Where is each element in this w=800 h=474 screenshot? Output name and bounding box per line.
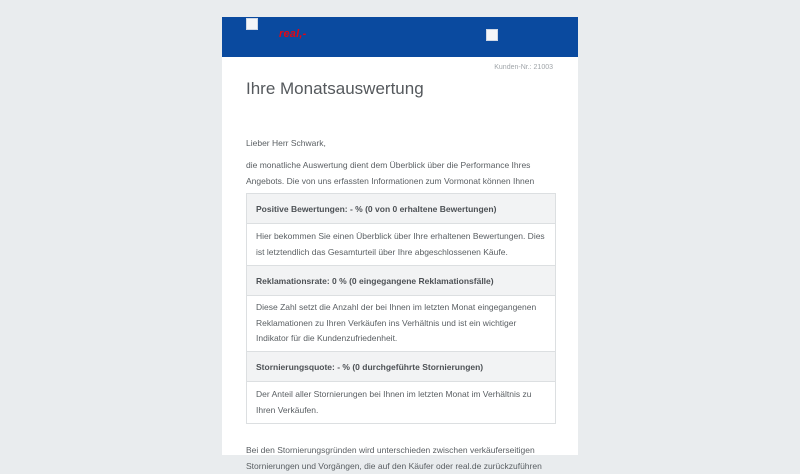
kpi-table [246,193,556,424]
broken-image-icon [486,29,498,41]
email-header [222,17,578,57]
customer-number: Kunden-Nr.: 21003 [494,64,553,71]
page-title: Ihre Monatsauswertung [246,79,424,98]
kpi-text-positive-ratings: Hier bekommen Sie einen Überblick über Ihre erhaltenen Bewertungen. Dies ist letztendlich das Gesamturteil über Ihre abgeschlossenen Käufe. [247,224,555,266]
kpi-text-complaint-rate: Diese Zahl setzt die Anzahl der bei Ihnen im letzten Monat eingegangenen Reklamationen zu Ihren Verkäufen ins Verhältnis und ist ein wichtiger Indikator für die Kundenzufriedenheit. [247,296,555,352]
real-logo: real,- [279,28,307,40]
broken-image-icon [246,18,258,30]
kpi-heading-cancellation-rate: Stornierungsquote: - % (0 durchgeführte Stornierungen) [247,352,555,382]
email-body [222,17,578,471]
intro-paragraph: die monatliche Auswertung dient dem Überblick über die Performance Ihres Angebots. Die von uns erfassten Informationen zum Vormonat können Ihnen [246,160,535,186]
kpi-heading-positive-ratings: Positive Bewertungen: - % (0 von 0 erhaltene Bewertungen) [247,194,555,224]
kpi-text-cancellation-rate: Der Anteil aller Stornierungen bei Ihnen im letzten Monat im Verhältnis zu Ihren Verkäufen. [256,389,532,415]
outro-paragraph: Bei den Stornierungsgründen wird unterschieden zwischen verkäuferseitigen Stornierungen und Vorgängen, die auf den Käufer oder real.de zurückzuführen [246,445,542,471]
kpi-heading-complaint-rate: Reklamationsrate: 0 % (0 eingegangene Reklamationsfälle) [247,266,555,296]
greeting: Lieber Herr Schwark, [246,138,326,148]
